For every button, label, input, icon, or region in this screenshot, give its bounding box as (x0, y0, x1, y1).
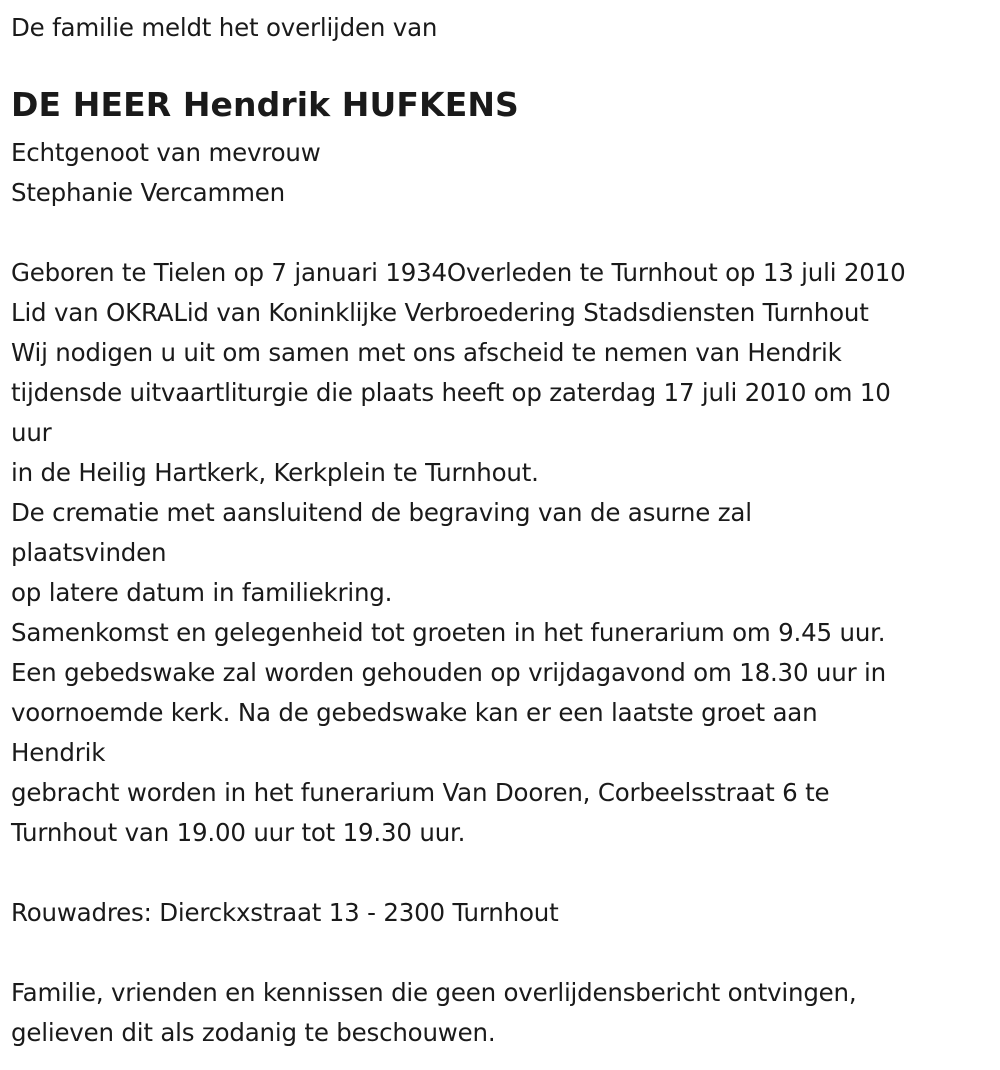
vigil-name-line: Hendrik (11, 738, 106, 767)
invitation-line: Wij nodigen u uit om samen met ons afscheid te nemen van Hendrik (11, 338, 842, 367)
deceased-name: DE HEER Hendrik HUFKENS (11, 85, 519, 124)
cremation-line: De crematie met aansluitend de begraving van de asurne zal (11, 498, 752, 527)
spouse-line: Echtgenoot van mevrouw (11, 138, 321, 167)
funeral-time-unit: uur (11, 418, 52, 447)
cremation-line-cont: plaatsvinden (11, 538, 167, 567)
intro-text: De familie meldt het overlijden van (11, 13, 438, 42)
birth-death-line: Geboren te Tielen op 7 januari 1934Overleden te Turnhout op 13 juli 2010 (11, 258, 906, 287)
visiting-hours-line: Turnhout van 19.00 uur tot 19.30 uur. (11, 818, 466, 847)
gathering-line: Samenkomst en gelegenheid tot groeten in het funerarium om 9.45 uur. (11, 618, 886, 647)
spouse-name: Stephanie Vercammen (11, 178, 286, 207)
vigil-church-line: voornoemde kerk. Na de gebedswake kan er een laatste groet aan (11, 698, 818, 727)
closing-line: Familie, vrienden en kennissen die geen overlijdensbericht ontvingen, (11, 978, 857, 1007)
vigil-line: Een gebedswake zal worden gehouden op vrijdagavond om 18.30 uur in (11, 658, 886, 687)
funeral-home-line: gebracht worden in het funerarium Van Dooren, Corbeelsstraat 6 te (11, 778, 830, 807)
church-line: in de Heilig Hartkerk, Kerkplein te Turnhout. (11, 458, 539, 487)
membership-line: Lid van OKRALid van Koninklijke Verbroedering Stadsdiensten Turnhout (11, 298, 869, 327)
family-circle-line: op latere datum in familiekring. (11, 578, 393, 607)
mourning-address: Rouwadres: Dierckxstraat 13 - 2300 Turnhout (11, 898, 559, 927)
funeral-date-line: tijdensde uitvaartliturgie die plaats heeft op zaterdag 17 juli 2010 om 10 (11, 378, 891, 407)
closing-line-cont: gelieven dit als zodanig te beschouwen. (11, 1018, 496, 1047)
